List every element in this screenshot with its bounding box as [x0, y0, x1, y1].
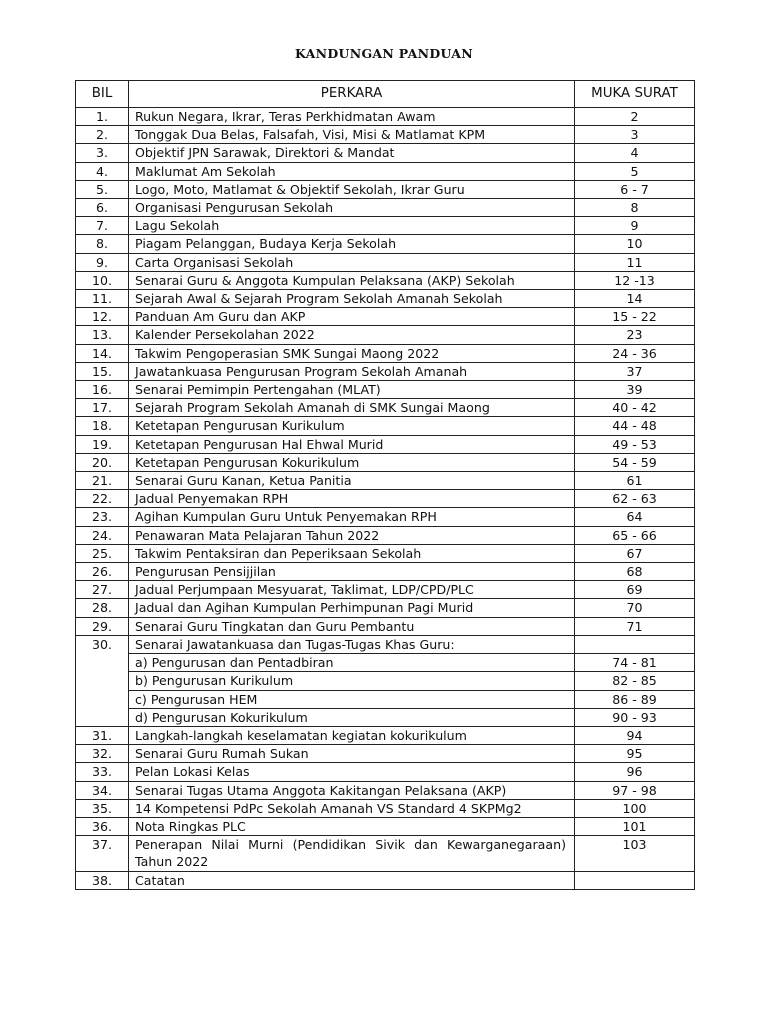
table-subrow — [76, 654, 695, 672]
table-row — [76, 199, 695, 217]
table-row — [76, 381, 695, 399]
table-row — [76, 326, 695, 344]
row-perkara: Pengurusan Pensijjilan — [129, 563, 575, 581]
subrow-page-number: 74 - 81 — [575, 654, 695, 672]
table-row — [76, 235, 695, 253]
table-row — [76, 563, 695, 581]
table-row — [76, 871, 695, 889]
row-page-number: 12 -13 — [575, 271, 695, 289]
table-subrow — [76, 672, 695, 690]
table-subrow — [76, 708, 695, 726]
table-row — [76, 108, 695, 126]
row-page-number: 15 - 22 — [575, 308, 695, 326]
row-perkara: Senarai Guru Rumah Sukan — [129, 745, 575, 763]
row-perkara: Sejarah Awal & Sejarah Program Sekolah Amanah Sekolah — [129, 290, 575, 308]
row-number: 1. — [76, 108, 129, 126]
row-perkara: Senarai Guru & Anggota Kumpulan Pelaksana (AKP) Sekolah — [129, 271, 575, 289]
table-row — [76, 799, 695, 817]
row-perkara: Maklumat Am Sekolah — [129, 162, 575, 180]
table-row — [76, 308, 695, 326]
row-page-number: 61 — [575, 472, 695, 490]
table-row — [76, 453, 695, 471]
row-page-number: 49 - 53 — [575, 435, 695, 453]
row-perkara: 14 Kompetensi PdPc Sekolah Amanah VS Standard 4 SKPMg2 — [129, 799, 575, 817]
row-page-number: 54 - 59 — [575, 453, 695, 471]
table-row — [76, 144, 695, 162]
row-number: 9. — [76, 253, 129, 271]
row-page-number: 95 — [575, 745, 695, 763]
row-perkara: Objektif JPN Sarawak, Direktori & Mandat — [129, 144, 575, 162]
row-number: 8. — [76, 235, 129, 253]
row-perkara: Pelan Lokasi Kelas — [129, 763, 575, 781]
row-perkara: Takwim Pengoperasian SMK Sungai Maong 2022 — [129, 344, 575, 362]
row-number: 30. — [76, 635, 129, 726]
row-page-number: 71 — [575, 617, 695, 635]
row-number: 20. — [76, 453, 129, 471]
row-page-number: 2 — [575, 108, 695, 126]
row-perkara: Sejarah Program Sekolah Amanah di SMK Sungai Maong — [129, 399, 575, 417]
row-page-number: 96 — [575, 763, 695, 781]
contents-table — [75, 80, 695, 890]
table-row — [76, 490, 695, 508]
row-page-number: 40 - 42 — [575, 399, 695, 417]
row-perkara: Rukun Negara, Ikrar, Teras Perkhidmatan Awam — [129, 108, 575, 126]
row-page-number: 8 — [575, 199, 695, 217]
row-perkara: Takwim Pentaksiran dan Peperiksaan Sekolah — [129, 544, 575, 562]
table-row — [76, 635, 695, 653]
row-number: 24. — [76, 526, 129, 544]
row-number: 32. — [76, 745, 129, 763]
row-perkara: Ketetapan Pengurusan Hal Ehwal Murid — [129, 435, 575, 453]
subrow-page-number: 82 - 85 — [575, 672, 695, 690]
table-body — [76, 108, 695, 890]
row-number: 5. — [76, 180, 129, 198]
table-row — [76, 817, 695, 835]
row-perkara: Penerapan Nilai Murni (Pendidikan Sivik dan Kewarganegaraan) Tahun 2022 — [129, 836, 575, 871]
row-page-number: 64 — [575, 508, 695, 526]
row-number: 35. — [76, 799, 129, 817]
table-row — [76, 162, 695, 180]
table-row — [76, 180, 695, 198]
table-row — [76, 253, 695, 271]
row-number: 38. — [76, 871, 129, 889]
row-number: 25. — [76, 544, 129, 562]
row-perkara: Organisasi Pengurusan Sekolah — [129, 199, 575, 217]
table-row — [76, 399, 695, 417]
row-page-number: 24 - 36 — [575, 344, 695, 362]
row-page-number: 94 — [575, 726, 695, 744]
row-perkara: Jawatankuasa Pengurusan Program Sekolah Amanah — [129, 362, 575, 380]
row-perkara: Jadual Penyemakan RPH — [129, 490, 575, 508]
row-page-number: 70 — [575, 599, 695, 617]
table-header-row — [76, 81, 695, 108]
row-page-number — [575, 871, 695, 889]
row-perkara: Senarai Pemimpin Pertengahan (MLAT) — [129, 381, 575, 399]
table-row — [76, 290, 695, 308]
row-page-number: 23 — [575, 326, 695, 344]
row-perkara: Senarai Guru Tingkatan dan Guru Pembantu — [129, 617, 575, 635]
row-page-number: 67 — [575, 544, 695, 562]
row-page-number: 62 - 63 — [575, 490, 695, 508]
row-page-number: 4 — [575, 144, 695, 162]
row-number: 28. — [76, 599, 129, 617]
row-number: 18. — [76, 417, 129, 435]
table-row — [76, 508, 695, 526]
row-page-number: 65 - 66 — [575, 526, 695, 544]
page-title: KANDUNGAN PANDUAN — [295, 46, 473, 61]
table-row — [76, 781, 695, 799]
row-number: 19. — [76, 435, 129, 453]
row-perkara: Catatan — [129, 871, 575, 889]
subrow-page-number: 86 - 89 — [575, 690, 695, 708]
row-page-number: 101 — [575, 817, 695, 835]
row-number: 26. — [76, 563, 129, 581]
row-page-number: 10 — [575, 235, 695, 253]
row-perkara: Agihan Kumpulan Guru Untuk Penyemakan RPH — [129, 508, 575, 526]
row-number: 11. — [76, 290, 129, 308]
row-perkara: Tonggak Dua Belas, Falsafah, Visi, Misi & Matlamat KPM — [129, 126, 575, 144]
table-row — [76, 271, 695, 289]
row-number: 33. — [76, 763, 129, 781]
row-perkara: Nota Ringkas PLC — [129, 817, 575, 835]
row-number: 15. — [76, 362, 129, 380]
row-perkara: Carta Organisasi Sekolah — [129, 253, 575, 271]
table-row — [76, 126, 695, 144]
table-row — [76, 544, 695, 562]
table-row — [76, 726, 695, 744]
row-number: 13. — [76, 326, 129, 344]
row-page-number: 11 — [575, 253, 695, 271]
row-page-number: 5 — [575, 162, 695, 180]
row-perkara: Langkah-langkah keselamatan kegiatan kokurikulum — [129, 726, 575, 744]
table-subrow — [76, 690, 695, 708]
row-number: 23. — [76, 508, 129, 526]
row-number: 21. — [76, 472, 129, 490]
row-number: 2. — [76, 126, 129, 144]
subrow-perkara: b) Pengurusan Kurikulum — [129, 672, 575, 690]
row-perkara: Jadual Perjumpaan Mesyuarat, Taklimat, LDP/CPD/PLC — [129, 581, 575, 599]
row-number: 16. — [76, 381, 129, 399]
subrow-perkara: d) Pengurusan Kokurikulum — [129, 708, 575, 726]
row-perkara: Piagam Pelanggan, Budaya Kerja Sekolah — [129, 235, 575, 253]
row-perkara: Senarai Jawatankuasa dan Tugas-Tugas Khas Guru: — [129, 635, 575, 653]
row-page-number: 100 — [575, 799, 695, 817]
row-page-number: 44 - 48 — [575, 417, 695, 435]
row-number: 34. — [76, 781, 129, 799]
table-row — [76, 217, 695, 235]
row-number: 6. — [76, 199, 129, 217]
row-page-number: 9 — [575, 217, 695, 235]
row-perkara: Kalender Persekolahan 2022 — [129, 326, 575, 344]
row-number: 17. — [76, 399, 129, 417]
row-number: 29. — [76, 617, 129, 635]
header-perkara: PERKARA — [129, 81, 575, 108]
table-row — [76, 836, 695, 871]
row-page-number: 97 - 98 — [575, 781, 695, 799]
table-row — [76, 344, 695, 362]
row-number: 22. — [76, 490, 129, 508]
header-bil: BIL — [76, 81, 129, 108]
row-perkara: Senarai Tugas Utama Anggota Kakitangan Pelaksana (AKP) — [129, 781, 575, 799]
row-perkara: Ketetapan Pengurusan Kurikulum — [129, 417, 575, 435]
row-number: 3. — [76, 144, 129, 162]
row-number: 37. — [76, 836, 129, 871]
table-row — [76, 745, 695, 763]
subrow-perkara: a) Pengurusan dan Pentadbiran — [129, 654, 575, 672]
row-page-number: 6 - 7 — [575, 180, 695, 198]
row-number: 7. — [76, 217, 129, 235]
table-row — [76, 617, 695, 635]
row-page-number: 14 — [575, 290, 695, 308]
row-number: 10. — [76, 271, 129, 289]
subrow-page-number: 90 - 93 — [575, 708, 695, 726]
row-perkara: Panduan Am Guru dan AKP — [129, 308, 575, 326]
row-number: 4. — [76, 162, 129, 180]
row-perkara: Lagu Sekolah — [129, 217, 575, 235]
header-muka-surat: MUKA SURAT — [575, 81, 695, 108]
row-number: 31. — [76, 726, 129, 744]
table-row — [76, 526, 695, 544]
row-perkara: Jadual dan Agihan Kumpulan Perhimpunan Pagi Murid — [129, 599, 575, 617]
table-row — [76, 472, 695, 490]
table-row — [76, 599, 695, 617]
row-page-number: 68 — [575, 563, 695, 581]
row-perkara: Logo, Moto, Matlamat & Objektif Sekolah, Ikrar Guru — [129, 180, 575, 198]
table-row — [76, 417, 695, 435]
row-page-number: 39 — [575, 381, 695, 399]
table-row — [76, 581, 695, 599]
row-page-number: 103 — [575, 836, 695, 871]
row-number: 12. — [76, 308, 129, 326]
row-number: 36. — [76, 817, 129, 835]
row-page-number: 37 — [575, 362, 695, 380]
row-perkara: Senarai Guru Kanan, Ketua Panitia — [129, 472, 575, 490]
table-row — [76, 362, 695, 380]
row-page-number — [575, 635, 695, 653]
table-row — [76, 763, 695, 781]
row-page-number: 69 — [575, 581, 695, 599]
row-number: 14. — [76, 344, 129, 362]
table-row — [76, 435, 695, 453]
row-perkara: Ketetapan Pengurusan Kokurikulum — [129, 453, 575, 471]
subrow-perkara: c) Pengurusan HEM — [129, 690, 575, 708]
row-number: 27. — [76, 581, 129, 599]
row-page-number: 3 — [575, 126, 695, 144]
row-perkara: Penawaran Mata Pelajaran Tahun 2022 — [129, 526, 575, 544]
